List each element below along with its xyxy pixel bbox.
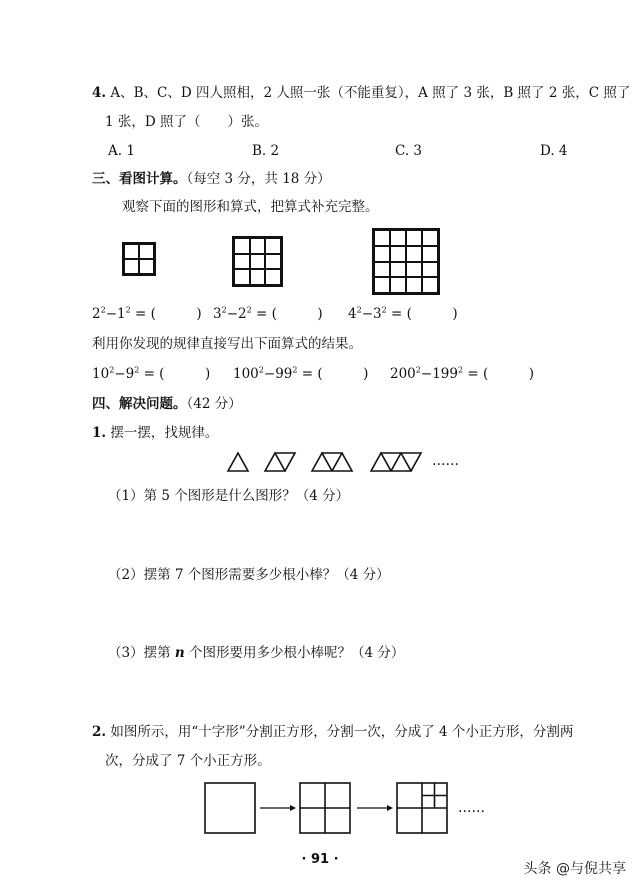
problem1-number: 1. — [92, 425, 107, 441]
problem2-text-line2: 次，分成了 7 个小正方形。 — [105, 753, 271, 769]
watermark: 头条 @与倪共享 — [523, 861, 626, 877]
equation-4: $10^2-9^2$ = ( ) — [92, 365, 211, 382]
section3-instruction: 观察下面的图形和算式，把算式补充完整。 — [122, 199, 379, 215]
equation-6: $200^2-199^2$ = ( ) — [390, 365, 534, 382]
section4-title: 四、解决问题。 — [92, 396, 187, 412]
problem2-number: 2. — [92, 724, 107, 740]
q4-option-b: B. 2 — [252, 143, 280, 159]
q4-option-c: C. 3 — [395, 143, 423, 159]
section4-score: （42 分） — [186, 396, 242, 412]
equation-5: $100^2-99^2$ = ( ) — [233, 365, 369, 382]
equation-3: $4^2-3^2$ = ( ) — [348, 305, 458, 322]
q4-text-line2: 1 张，D 照了（ ）张。 — [105, 114, 268, 130]
triangle-sequence-ellipsis: …… — [432, 453, 459, 469]
equation-2: $3^2-2^2$ = ( ) — [213, 305, 323, 322]
problem2-text-line1: 如图所示，用“十字形”分割正方形，分割一次，分成了 4 个小正方形，分割两 — [110, 724, 574, 740]
q4-option-a: A. 1 — [108, 143, 135, 159]
square-step-2 — [397, 783, 447, 833]
problem1-text: 摆一摆，找规律。 — [110, 425, 219, 441]
problem1-question2: （2）摆第 7 个图形需要多少根小棒？（4 分） — [108, 567, 390, 583]
equation-1: $2^2-1^2$ = ( ) — [92, 305, 202, 322]
problem1-question3: （3）摆第 n 个图形要用多少根小棒呢？（4 分） — [108, 645, 405, 661]
square-step-1 — [300, 783, 350, 833]
problem1-question1: （1）第 5 个图形是什么图形？（4 分） — [108, 488, 350, 504]
section3-score: （每空 3 分，共 18 分） — [186, 171, 331, 187]
q4-option-d: D. 4 — [540, 143, 568, 159]
square-step-0 — [205, 783, 255, 833]
section3-title: 三、看图计算。 — [92, 171, 187, 187]
page-number: · 91 · — [301, 852, 339, 867]
q4-text-line1: A、B、C、D 四人照相，2 人照一张（不能重复），A 照了 3 张，B 照了 2 张，C 照了 — [110, 85, 631, 101]
rule-instruction: 利用你发现的规律直接写出下面算式的结果。 — [92, 336, 362, 352]
q4-number: 4. — [92, 85, 107, 101]
square-sequence-ellipsis: …… — [458, 800, 485, 816]
